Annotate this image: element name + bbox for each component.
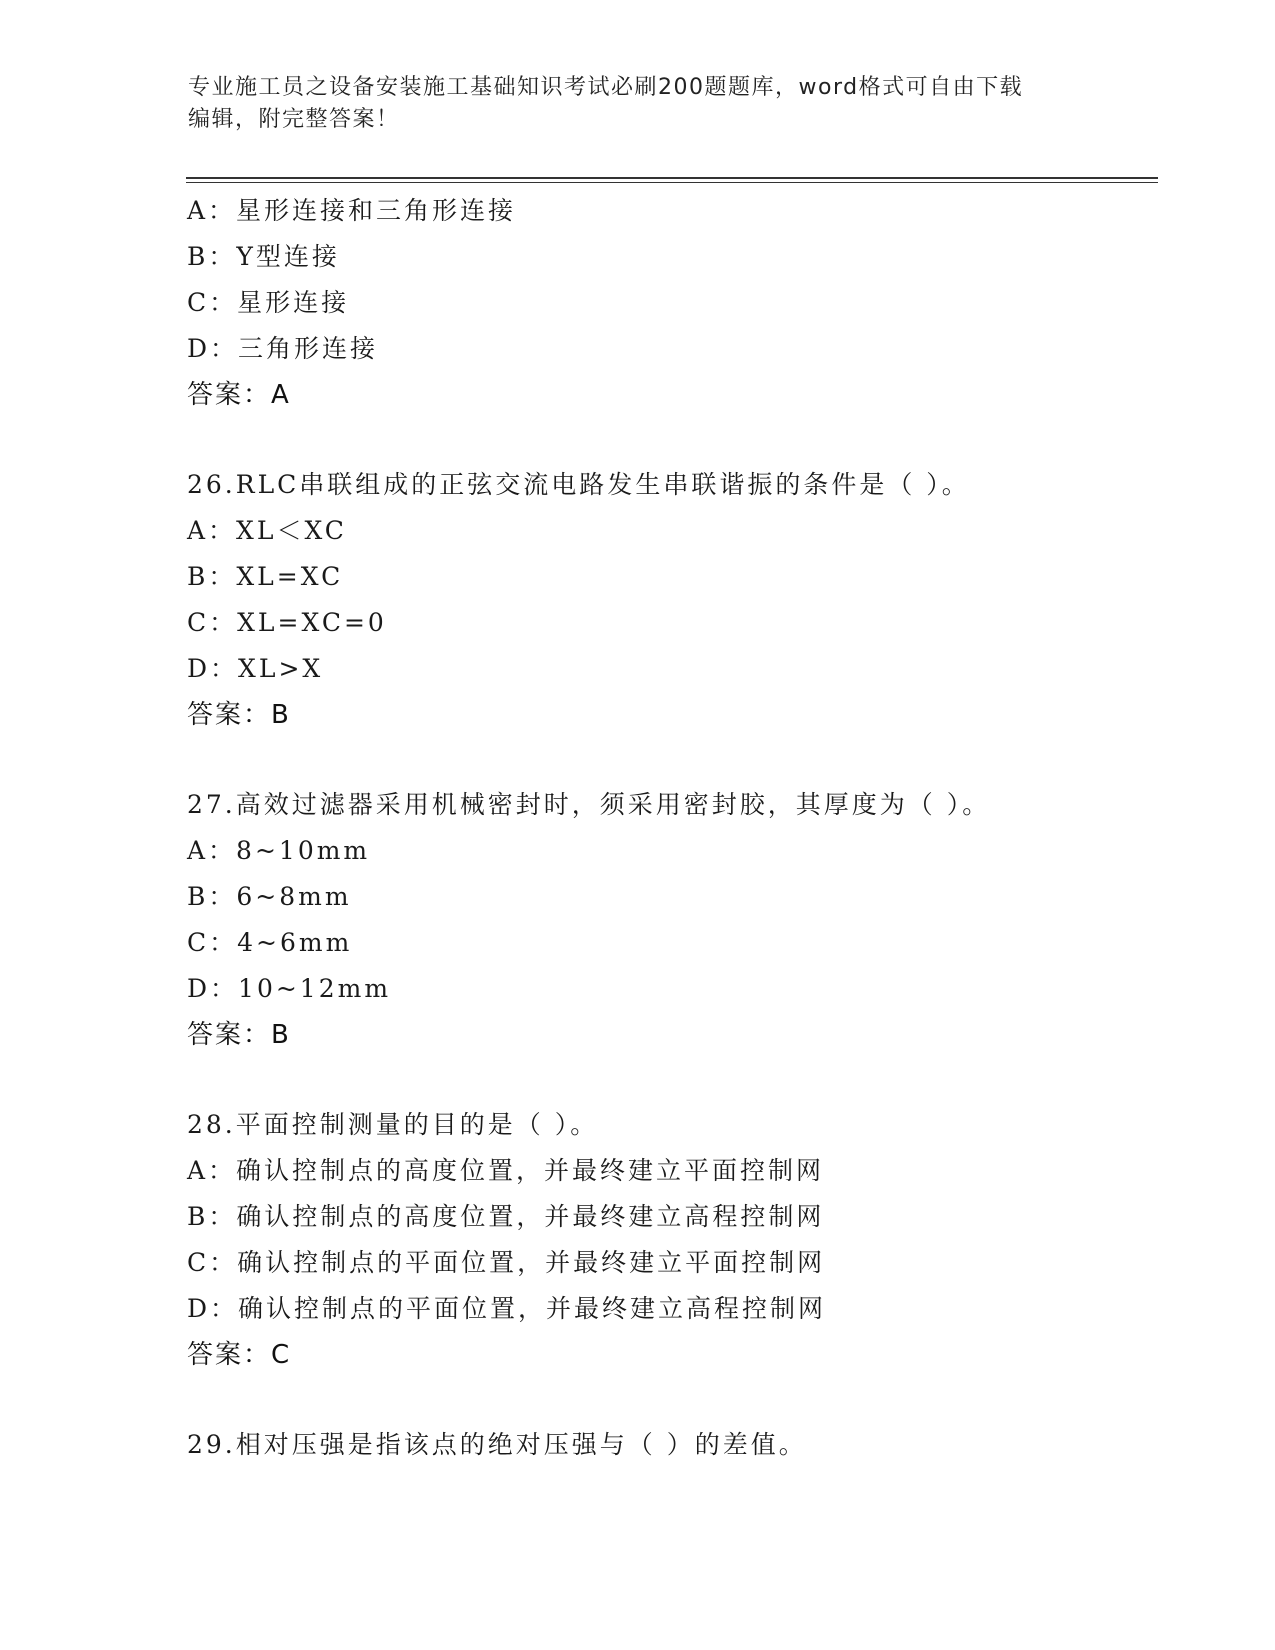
header-title-line-2: 编辑，附完整答案！	[188, 107, 400, 132]
option-a: A：8~10mm	[187, 836, 371, 865]
question-block-29	[187, 1422, 1167, 1468]
answer-line: 答案：C	[187, 1340, 292, 1370]
option-c: C：XL=XC=0	[187, 608, 387, 637]
option-c: C：4~6mm	[187, 928, 353, 957]
option-d: D：确认控制点的平面位置，并最终建立高程控制网	[187, 1294, 827, 1323]
question-text: 29.相对压强是指该点的绝对压强与（ ）的差值。	[187, 1430, 807, 1459]
answer-line: 答案：B	[187, 1020, 291, 1050]
option-d: D：XL>X	[187, 654, 324, 683]
option-c: C：星形连接	[187, 288, 350, 317]
question-text: 26.RLC串联组成的正弦交流电路发生串联谐振的条件是（ ）。	[187, 470, 970, 499]
option-a: A：XL＜XC	[187, 516, 347, 545]
option-b: B：Y型连接	[187, 242, 340, 271]
option-a: A：星形连接和三角形连接	[187, 196, 517, 225]
option-c: C：确认控制点的平面位置，并最终建立平面控制网	[187, 1248, 826, 1277]
question-block-27	[187, 782, 1167, 1058]
answer-line: 答案：B	[187, 700, 291, 730]
option-d: D：10~12mm	[187, 974, 392, 1003]
header-divider	[186, 177, 1158, 179]
question-block-previous	[187, 188, 1167, 418]
question-list	[187, 188, 1167, 1468]
option-d: D：三角形连接	[187, 334, 379, 363]
question-text: 28.平面控制测量的目的是（ ）。	[187, 1110, 599, 1139]
header-divider-thin	[186, 182, 1158, 183]
question-block-26	[187, 462, 1167, 738]
answer-line: 答案：A	[187, 380, 291, 410]
header-title-line-1: 专业施工员之设备安装施工基础知识考试必刷200题题库，word格式可自由下载	[188, 75, 1024, 100]
question-text: 27.高效过滤器采用机械密封时，须采用密封胶，其厚度为（ ）。	[187, 790, 991, 819]
question-block-28	[187, 1102, 1167, 1378]
document-header	[188, 72, 1088, 136]
option-b: B：XL=XC	[187, 562, 344, 591]
option-a: A：确认控制点的高度位置，并最终建立平面控制网	[187, 1156, 825, 1185]
option-b: B：6~8mm	[187, 882, 352, 911]
option-b: B：确认控制点的高度位置，并最终建立高程控制网	[187, 1202, 825, 1231]
